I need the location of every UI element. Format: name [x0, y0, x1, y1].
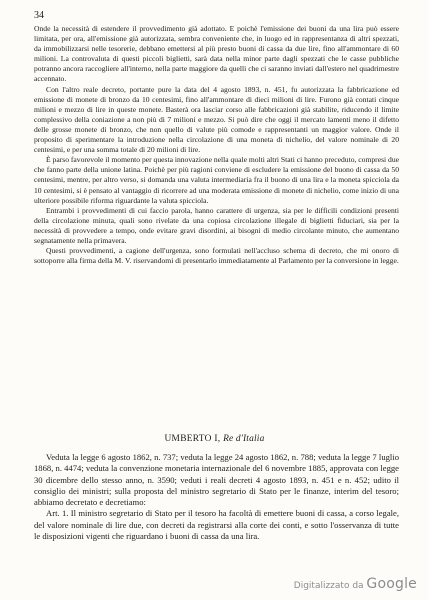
- paragraph: È parso favorevole il momento per questa innovazione nella quale molti altri Stati ci hanno preceduto, compresi due che fanno parte della unione latina. Poichè per più ragioni conviene di escludere la emissione del buono di cassa da 50 centesimi, mentre, per altro verso, si domanda una valuta intermediaria fra il buono di una lira e la moneta spicciola da 10 centesimi, si è pensato al vantaggio di ricorrere ad una moderata emissione di monete di nichelio, come inizio di una ulteriore possibile riforma riguardante la valuta spicciola.: [34, 155, 399, 205]
- paragraph: Veduta la legge 6 agosto 1862, n. 737; veduta la legge 24 agosto 1862, n. 788; veduta la legge 7 luglio 1868, n. 4474; veduta la convenzione monetaria internazionale del 6 novembre 1885, approvata con legge 30 dicembre dello stesso anno, n. 3590; veduti i reali decreti 4 agosto 1893, n. 451 e n. 452; udito il consiglio dei ministri; sulla proposta del ministro segretario di Stato per le finanze, interim del tesoro; abbiamo decretato e decretiamo:: [34, 452, 399, 508]
- decree-heading: [0, 434, 429, 444]
- king-title: Re d'Italia: [223, 434, 265, 444]
- king-name: UMBERTO I,: [164, 434, 221, 444]
- google-logo: Google: [366, 576, 417, 592]
- paragraph: Art. 1. Il ministro segretario di Stato per il tesoro ha facoltà di emettere buoni di cassa, a corso legale, del valore nominale di lire due, con decreti da registrarsi alla corte dei conti, e sotto l'osservanza di tutte le disposizioni vigenti che riguardano i buoni di cassa da una lira.: [34, 508, 399, 542]
- paragraph: Onde la necessità di estendere il provvedimento già adottato. E poichè l'emissione dei buoni da una lira può essere limitata, per ora, all'emissione già autorizzata, sembra conveniente che, in luogo ed in rappresentanza di altri spezzati, da immobilizzarsi nelle tesorerie, debbano emettersi al più presto buoni di cassa da due lire, fino all'ammontare di 60 milioni. La controvaluta di questi piccoli biglietti, sarà data nella minor parte dagli spezzati che le casse pubbliche potranno ancora raccogliere all'interno, nella parte maggiore da quelli che ci saranno inviati dall'estero nel quadrimestre accennato.: [34, 24, 399, 84]
- paragraph: Con l'altro reale decreto, portante pure la data del 4 agosto 1893, n. 451, fu autorizzata la fabbricazione ed emissione di monete di bronzo da 10 centesimi, fino all'ammontare di dieci milioni di lire. Furono già contati cinque milioni e mezzo di lire in queste monete. Basterà ora lasciar corso alle fabbricazioni già stabilite, riducendo il limite complessivo della coniazione a non più di 7 milioni e mezzo. Si può dire che oggi il mercato lamenti meno il difetto delle grosse monete di bronzo, che non quello di valute più comode e rappresentanti un maggior valore. Onde il proposito di sperimentare la introduzione nella circolazione di una moneta di nichelio, del valore nominale di 20 centesimi, e per una somma totale di 20 milioni di lire.: [34, 84, 399, 155]
- paragraph: Questi provvedimenti, a cagione dell'urgenza, sono formulati nell'accluso schema di decreto, che mi onoro di sottoporre alla firma della M. V. riservandomi di presentarlo immediatamente al Parlamento per la conversione in legge.: [34, 246, 399, 266]
- report-text: [34, 24, 399, 266]
- decree-text: [34, 452, 399, 542]
- paragraph: Entrambi i provvedimenti di cui faccio parola, hanno carattere di urgenza, sia per le difficili condizioni presenti della circolazione minuta, quali sono rivelate da una copiosa circolazione illegale di biglietti fiduciari, sia per la necessità di provvedere a tempo, onde evitare gravi disordini, ai bisogni di medio circolante minuto, che aumentano segnatamente nella primavera.: [34, 205, 399, 245]
- page-number: 34: [34, 10, 44, 21]
- watermark-prefix: Digitalizzato da: [293, 581, 364, 591]
- digitization-watermark: [294, 576, 417, 592]
